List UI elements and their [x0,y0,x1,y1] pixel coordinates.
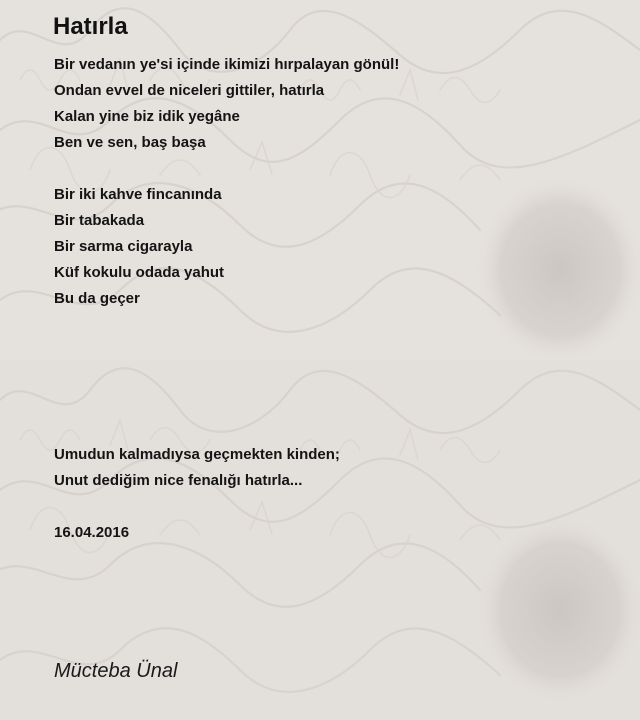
poem-line: Kalan yine biz idik yegâne [54,108,240,125]
stanza-break [54,364,399,390]
poem-line: Bir sarma cigarayla [54,238,193,255]
stanza-break [54,156,399,182]
poem-line: Bir vedanın ye'si içinde ikimizi hırpalayan gönül! [54,56,400,73]
poem-line: Unut dediğim nice fenalığı hatırla... [54,472,303,489]
poem-line: Bir iki kahve fincanında [54,186,222,203]
poem-line: Umudun kalmadıysa geçmekten kinden; [54,446,340,463]
ink-blot [475,175,640,365]
poem-line: Küf kokulu odada yahut [54,264,225,281]
poem-title: Hatırla [53,13,128,40]
author-name: Mücteba Ünal [54,660,178,682]
poem-line: Ondan evvel de niceleri gittiler, hatırla [54,82,325,99]
poem-date: 16.04.2016 [54,524,130,541]
stanza-break [54,312,399,338]
stanza-break [54,494,399,520]
poem-body [54,52,399,546]
stanza-break [54,416,399,442]
poem-line: Bir tabakada [54,212,145,229]
poem-line: Ben ve sen, baş başa [54,134,206,151]
ink-blot [475,515,640,705]
poem-line: Bu da geçer [54,290,140,307]
stanza-break [54,390,399,416]
stanza-break [54,338,399,364]
